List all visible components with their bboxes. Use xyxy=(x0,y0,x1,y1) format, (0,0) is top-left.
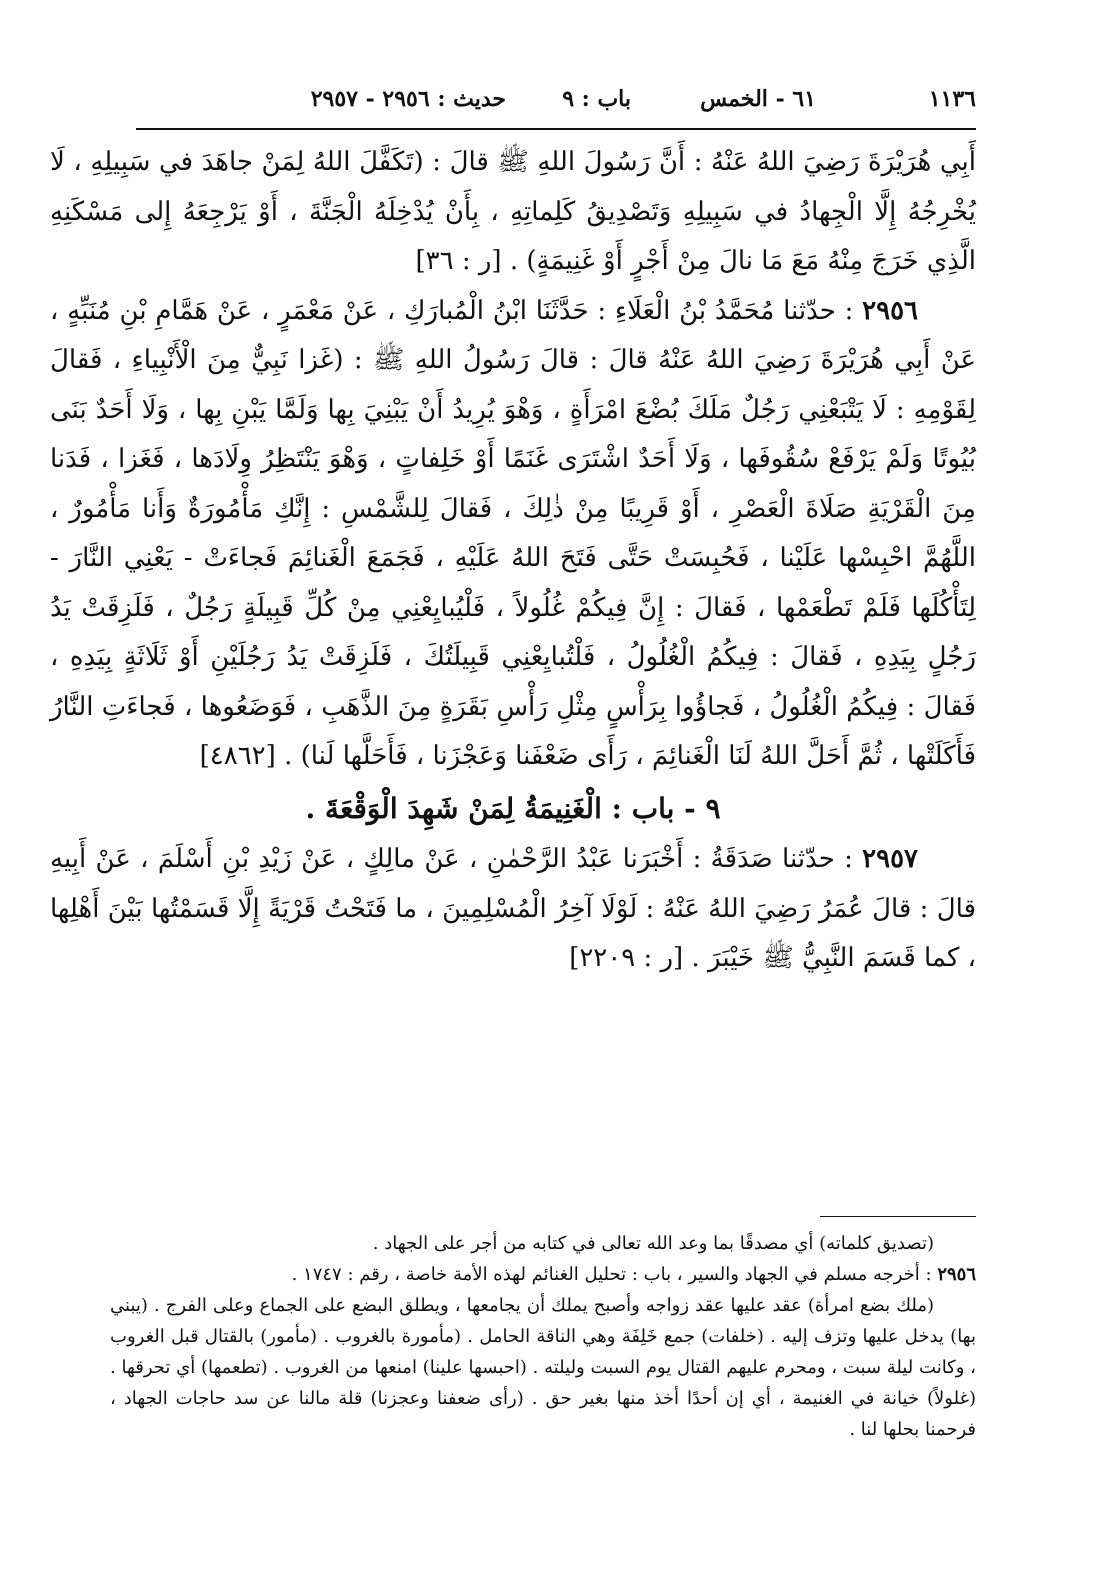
hadith-text: : حدّثنا صَدَقَةُ : أَخْبَرَنا عَبْدُ الرَّحْمٰنِ ، عَنْ مالِكٍ ، عَنْ زَيْدِ بْنِ أَسْلَمَ ، عَنْ أَبِيهِ قالَ : قالَ عُمَرُ رَضِيَ اللهُ عَنْهُ : لَوْلَا آخِرُ الْمُسْلِمِينَ ، ما فَتَحْتُ قَرْيَةً إِلَّا قَسَمْتُها بَيْنَ أَهْلِها ، كما قَسَمَ النَّبِيُّ ﷺ خَيْبَرَ . xyxy=(50,844,976,973)
footnote-text: : أخرجه مسلم في الجهاد والسير ، باب : تحليل الغنائم لهذه الأمة خاصة ، رقم : ١٧٤٧ . xyxy=(291,1264,932,1285)
hadith-number: ٢٩٥٦ xyxy=(862,295,918,326)
hadith-reference: [ر : ٢٢٠٩] xyxy=(569,943,684,973)
continuation-reference: [ر : ٣٦] xyxy=(415,246,502,276)
continuation-text: أَبِي هُرَيْرَةَ رَضِيَ اللهُ عَنْهُ : أَنَّ رَسُولَ اللهِ ﷺ قالَ : (تَكَفَّلَ اللهُ لِمَنْ جاهَدَ في سَبِيلِهِ ، لَا يُخْرِجُهُ إِلَّا الْجِهادُ في سَبِيلِهِ وَتَصْدِيقُ كَلِماتِهِ ، بِأَنْ يُدْخِلَهُ الْجَنَّةَ ، أَوْ يَرْجِعَهُ إِلى مَسْكَنِهِ الَّذِي خَرَجَ مِنْهُ مَعَ مَا نالَ مِنْ أَجْرٍ أَوْ غَنِيمَةٍ) . xyxy=(50,147,976,276)
hadith-range: حديث : ٢٩٥٦ - ٢٩٥٧ xyxy=(310,86,506,112)
bab-number: باب : ٩ xyxy=(562,86,631,112)
hadith-reference: [٤٨٦٢] xyxy=(199,741,276,771)
footnote-glossary: (ملك بضع امرأة) عقد عليها عقد زواجه وأصبح يملك أن يجامعها ، ويطلق البضع على الجماع وعلى الفرج . (يبني بها) يدخل عليها وتزف إليه . (خلفات) جمع خَلِفَة وهي الناقة الحامل . (مأمورة بالغروب . (مأمور) بالقتال قبل الغروب ، وكانت ليلة سبت ، ومحرم عليهم القتال يوم السبت وليلته . (احبسها علينا) امنعها من الغروب . (تطعمها) أي تحرقها . (غلولاً) خيانة في الغنيمة ، أي إن أحدًا أخذ منها بغير حق . (رأى ضعفنا وعجزنا) قلة مالنا عن سد حاجات الجهاد ، فرحمنا بحلها لنا . xyxy=(110,1295,976,1440)
chapter-heading: ٩ - باب : الْغَنِيمَةُ لِمَنْ شَهِدَ الْوَقْعَةَ . xyxy=(305,791,721,825)
main-text xyxy=(50,138,976,984)
hadith-number: ٢٩٥٧ xyxy=(862,844,919,874)
chapter-name: ٦١ - الخمس xyxy=(700,86,816,112)
hadith-continuation xyxy=(50,138,976,287)
hadith-2957 xyxy=(50,835,976,984)
page-number: ١١٣٦ xyxy=(928,86,976,112)
footnotes xyxy=(110,1228,976,1445)
footnote-item xyxy=(110,1259,976,1290)
hadith-2956 xyxy=(50,287,976,782)
footnote-number: ٢٩٥٦ xyxy=(937,1264,976,1285)
header-rule xyxy=(136,128,976,130)
footnote-rule xyxy=(820,1216,976,1217)
hadith-text: : حدّثنا مُحَمَّدُ بْنُ الْعَلَاءِ : حَدَّثَنَا ابْنُ الْمُبارَكِ ، عَنْ مَعْمَرٍ ، عَنْ هَمَّامِ بْنِ مُنَبِّهٍ ، عَنْ أَبِي هُرَيْرَةَ رَضِيَ اللهُ عَنْهُ قالَ : قالَ رَسُولُ اللهِ ﷺ : (غَزا نَبِيٌّ مِنَ الْأَنْبِياءِ ، فَقالَ لِقَوْمِهِ : لَا يَتْبَعْنِي رَجُلٌ مَلَكَ بُضْعَ امْرَأَةٍ ، وَهْوَ يُرِيدُ أَنْ يَبْنِيَ بِها وَلَمَّا يَبْنِ بِها ، وَلَا أَحَدٌ بَنَى بُيُوتًا وَلَمْ يَرْفَعْ سُقُوفَها ، وَلَا أَحَدٌ اشْتَرَى غَنَمًا أَوْ خَلِفاتٍ ، وَهْوَ يَنْتَظِرُ وِلَادَها ، فَغَزا ، فَدَنا مِنَ الْقَرْيَةِ صَلَاةَ الْعَصْرِ ، أَوْ قَرِيبًا مِنْ ذٰلِكَ ، فَقالَ لِلشَّمْسِ : إِنَّكِ مَأْمُورَةٌ وَأَنا مَأْمُورٌ ، اللَّهُمَّ احْبِسْها عَلَيْنا ، فَحُبِسَتْ حَتَّى فَتَحَ اللهُ عَلَيْهِ ، فَجَمَعَ الْغَنائِمَ فَجاءَتْ - يَعْنِي النَّارَ - لِتَأْكُلَها فَلَمْ تَطْعَمْها ، فَقالَ : إِنَّ فِيكُمْ غُلُولاً ، فَلْيُبايِعْنِي مِنْ كُلِّ قَبِيلَةٍ رَجُلٌ ، فَلَزِقَتْ يَدُ رَجُلٍ بِيَدِهِ ، فَقالَ : فِيكُمُ الْغُلُولُ ، فَلْتُبايِعْنِي قَبِيلَتُكَ ، فَلَزِقَتْ يَدُ رَجُلَيْنِ أَوْ ثَلَاثَةٍ بِيَدِهِ ، فَقالَ : فِيكُمُ الْغُلُولُ ، فَجاؤُوا بِرَأْسٍ مِثْلِ رَأْسِ بَقَرَةٍ مِنَ الذَّهَبِ ، فَوَضَعُوها ، فَجاءَتِ النَّارُ فَأَكَلَتْها ، ثُمَّ أَحَلَّ اللهُ لَنَا الْغَنائِمَ ، رَأَى ضَعْفَنا وَعَجْزَنا ، فَأَحَلَّها لَنا) . xyxy=(50,295,976,771)
footnote-item: (تصديق كلماته) أي مصدقًا بما وعد الله تعالى في كتابه من أجر على الجهاد . xyxy=(372,1233,934,1254)
page-header xyxy=(136,82,976,122)
